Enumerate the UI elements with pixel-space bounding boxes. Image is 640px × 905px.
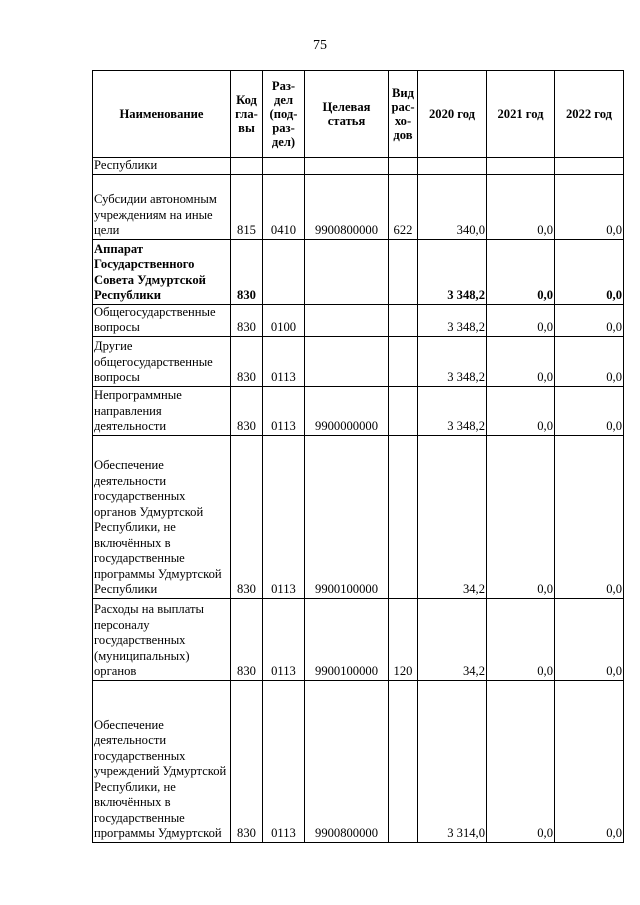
row-section [263,239,305,304]
row-2022 [555,158,624,175]
budget-table [92,70,624,843]
row-target [305,158,389,175]
row-code: 830 [231,239,263,304]
row-name: Непрограммные направления деятельности [93,386,231,435]
row-target: 9900100000 [305,435,389,598]
row-kind [389,435,418,598]
row-kind [389,336,418,386]
row-target [305,304,389,336]
row-section: 0113 [263,435,305,598]
row-section: 0113 [263,336,305,386]
row-kind [389,158,418,175]
table-row [93,336,624,386]
row-name: Обеспечение деятельности государственных органов Удмуртской Республики, не включённых в государственные программы Удмуртской Республики [93,435,231,598]
header-2022: 2022 год [555,71,624,158]
row-target: 9900000000 [305,386,389,435]
row-2022: 0,0 [555,304,624,336]
row-2020: 3 348,2 [418,239,487,304]
row-code: 830 [231,336,263,386]
table-row [93,158,624,175]
row-2021: 0,0 [487,304,555,336]
row-section: 0113 [263,386,305,435]
row-2021: 0,0 [487,435,555,598]
row-code: 830 [231,680,263,842]
row-2022: 0,0 [555,336,624,386]
page-number: 75 [313,38,327,53]
row-target [305,336,389,386]
row-name: Аппарат Государственного Совета Удмуртской Республики [93,239,231,304]
row-section: 0100 [263,304,305,336]
row-2020: 34,2 [418,435,487,598]
row-code: 830 [231,304,263,336]
row-2021: 0,0 [487,336,555,386]
table-row [93,304,624,336]
row-target [305,239,389,304]
row-2021 [487,158,555,175]
row-name: Общегосударственные вопросы [93,304,231,336]
row-2020 [418,158,487,175]
row-code: 815 [231,174,263,239]
row-2020: 340,0 [418,174,487,239]
row-2022: 0,0 [555,239,624,304]
row-kind [389,680,418,842]
row-2021: 0,0 [487,239,555,304]
header-section: Раз- дел (под- раз- дел) [263,71,305,158]
row-kind [389,304,418,336]
row-kind [389,386,418,435]
table-row [93,239,624,304]
table-row [93,386,624,435]
row-2020: 3 348,2 [418,304,487,336]
row-2021: 0,0 [487,174,555,239]
row-2021: 0,0 [487,598,555,680]
row-2020: 3 348,2 [418,336,487,386]
row-kind: 622 [389,174,418,239]
table-row [93,174,624,239]
row-code [231,158,263,175]
row-2022: 0,0 [555,598,624,680]
row-2020: 34,2 [418,598,487,680]
row-target: 9900800000 [305,680,389,842]
row-section: 0113 [263,680,305,842]
row-section: 0113 [263,598,305,680]
row-code: 830 [231,435,263,598]
row-kind [389,239,418,304]
row-target: 9900100000 [305,598,389,680]
row-2022: 0,0 [555,386,624,435]
header-code: Код гла- вы [231,71,263,158]
row-section: 0410 [263,174,305,239]
row-code: 830 [231,386,263,435]
row-section [263,158,305,175]
header-2020: 2020 год [418,71,487,158]
header-name: Наименование [93,71,231,158]
header-target: Целевая статья [305,71,389,158]
row-target: 9900800000 [305,174,389,239]
row-2021: 0,0 [487,386,555,435]
row-name: Расходы на выплаты персоналу государственных (муниципальных) органов [93,598,231,680]
row-2022: 0,0 [555,435,624,598]
row-2022: 0,0 [555,174,624,239]
row-name: Республики [93,158,231,175]
row-2021: 0,0 [487,680,555,842]
row-name: Субсидии автономным учреждениям на иные цели [93,174,231,239]
header-2021: 2021 год [487,71,555,158]
table-row [93,598,624,680]
table-row [93,680,624,842]
row-name: Другие общегосударственные вопросы [93,336,231,386]
row-code: 830 [231,598,263,680]
row-kind: 120 [389,598,418,680]
table-row [93,435,624,598]
table-header-row [93,71,624,158]
header-kind: Вид рас- хо- дов [389,71,418,158]
row-2020: 3 314,0 [418,680,487,842]
row-2020: 3 348,2 [418,386,487,435]
row-2022: 0,0 [555,680,624,842]
row-name: Обеспечение деятельности государственных учреждений Удмуртской Республики, не включённых в государственные программы Удмуртской [93,680,231,842]
